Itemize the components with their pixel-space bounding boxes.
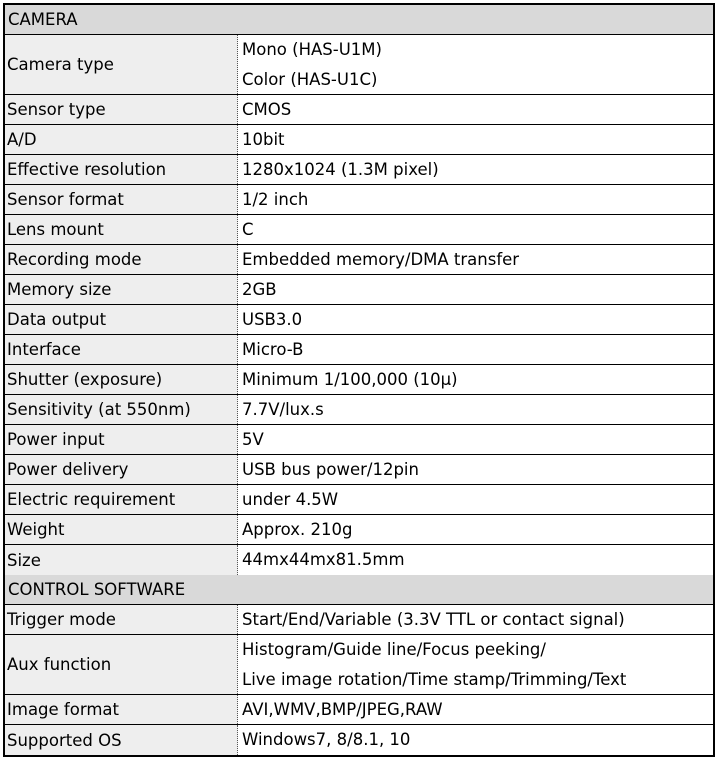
spec-row-trigger-mode (5, 605, 713, 635)
spec-value-line: Start/End/Variable (3.3V TTL or contact signal) (242, 609, 625, 629)
spec-label: Sensitivity (at 550nm) (5, 395, 238, 424)
spec-value-line: Color (HAS-U1C) (242, 70, 378, 89)
spec-value-line: Live image rotation/Time stamp/Trimming/Text (242, 670, 627, 689)
spec-label: Power input (5, 425, 238, 454)
spec-row-recording-mode (5, 245, 713, 275)
spec-value (238, 395, 713, 424)
spec-label: Sensor type (5, 95, 238, 124)
spec-label: Data output (5, 305, 238, 334)
software-rows (5, 605, 713, 755)
spec-row-memory-size (5, 275, 713, 305)
spec-row-sensor-format (5, 185, 713, 215)
spec-value (238, 275, 713, 304)
spec-label: Camera type (5, 35, 238, 94)
spec-label: Supported OS (5, 725, 238, 755)
section-header-camera: CAMERA (5, 5, 713, 35)
spec-value-line: 10bit (242, 129, 285, 149)
spec-label: Lens mount (5, 215, 238, 244)
spec-value-line: Histogram/Guide line/Focus peeking/ (242, 640, 546, 659)
spec-label: A/D (5, 125, 238, 154)
spec-value (238, 455, 713, 484)
spec-label: Image format (5, 695, 238, 724)
spec-row-weight (5, 515, 713, 545)
spec-label: Size (5, 545, 238, 575)
spec-value-line: 2GB (242, 279, 277, 299)
spec-row-power-input (5, 425, 713, 455)
spec-value-line: Embedded memory/DMA transfer (242, 249, 520, 269)
spec-value (238, 635, 713, 694)
spec-value (238, 155, 713, 184)
spec-label: Trigger mode (5, 605, 238, 634)
spec-value-line: 1280x1024 (1.3M pixel) (242, 159, 439, 179)
spec-row-data-output (5, 305, 713, 335)
spec-label: Aux function (5, 635, 238, 694)
spec-value-line: 7.7V/lux.s (242, 399, 324, 419)
spec-value-line: 5V (242, 429, 264, 449)
spec-value (238, 185, 713, 214)
spec-label: Interface (5, 335, 238, 364)
spec-row-aux-function (5, 635, 713, 695)
spec-value (238, 305, 713, 334)
spec-row-supported-os (5, 725, 713, 755)
spec-value (238, 125, 713, 154)
spec-value-line: AVI,WMV,BMP/JPEG,RAW (242, 699, 443, 719)
spec-row-camera-type (5, 35, 713, 95)
spec-value (238, 365, 713, 394)
spec-value (238, 215, 713, 244)
spec-row-effective-resolution (5, 155, 713, 185)
spec-label: Electric requirement (5, 485, 238, 514)
spec-row-lens-mount (5, 215, 713, 245)
spec-value (238, 425, 713, 454)
spec-value (238, 545, 713, 575)
spec-row-sensor-type (5, 95, 713, 125)
spec-value-line: Minimum 1/100,000 (10μ) (242, 369, 458, 389)
spec-value-line: under 4.5W (242, 489, 339, 509)
spec-row-electric-requirement (5, 485, 713, 515)
spec-row-image-format (5, 695, 713, 725)
section-header-control-software: CONTROL SOFTWARE (5, 575, 713, 605)
spec-label: Effective resolution (5, 155, 238, 184)
spec-label: Sensor format (5, 185, 238, 214)
spec-row-shutter-exposure (5, 365, 713, 395)
spec-value-line: C (242, 219, 254, 239)
spec-label: Weight (5, 515, 238, 544)
spec-value (238, 335, 713, 364)
spec-value-line: 1/2 inch (242, 189, 309, 209)
spec-row-interface (5, 335, 713, 365)
spec-value-line: CMOS (242, 99, 292, 119)
spec-value-line: Mono (HAS-U1M) (242, 40, 382, 59)
spec-row-size (5, 545, 713, 575)
spec-label: Recording mode (5, 245, 238, 274)
spec-value (238, 605, 713, 634)
spec-value (238, 95, 713, 124)
spec-value-line: 44mx44mx81.5mm (242, 550, 405, 569)
camera-rows (5, 35, 713, 575)
spec-value (238, 485, 713, 514)
spec-value-line: Micro-B (242, 339, 304, 359)
spec-row-power-delivery (5, 455, 713, 485)
spec-value-line: USB3.0 (242, 309, 303, 329)
spec-value (238, 725, 713, 755)
spec-value (238, 245, 713, 274)
spec-row-a-d (5, 125, 713, 155)
spec-value (238, 515, 713, 544)
spec-value-line: Windows7, 8/8.1, 10 (242, 730, 411, 749)
spec-table (3, 3, 715, 757)
spec-label: Power delivery (5, 455, 238, 484)
spec-value (238, 35, 713, 94)
spec-value (238, 695, 713, 724)
spec-value-line: Approx. 210g (242, 519, 353, 539)
spec-value-line: USB bus power/12pin (242, 459, 419, 479)
spec-row-sensitivity-at-550nm (5, 395, 713, 425)
spec-label: Shutter (exposure) (5, 365, 238, 394)
spec-label: Memory size (5, 275, 238, 304)
